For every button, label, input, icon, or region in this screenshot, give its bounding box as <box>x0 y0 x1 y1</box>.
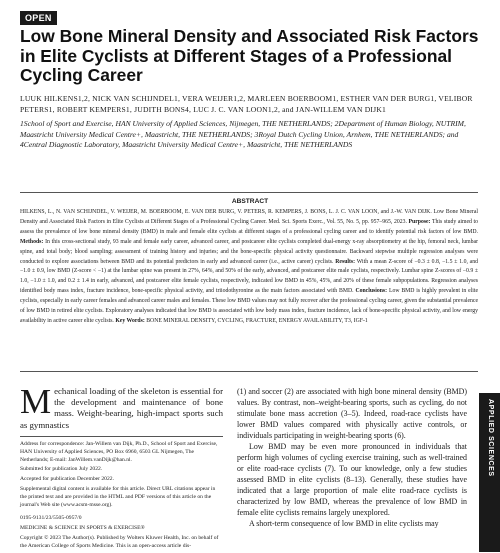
correspondence-note: Address for correspondence: Jan-Willem van Dijk, Ph.D., School of Sport and Exercise, HAN University of Applied Sciences, PO Box 6960, 6503 GL Nijmegen, The Netherlands; E-mail: JanWillem.vanDijk@han.nl. <box>20 441 218 463</box>
drop-cap: M <box>20 382 52 421</box>
results-label: Results: <box>335 258 356 265</box>
abstract-conclusions: Low BMD is highly prevalent in elite cyclists, especially in early career females and advanced career males and females. These low BMD values may not fully recover after the professional cycling career, given the substantial prevalence of low BMD in retired elite cyclists. Exploratory analyses indicated that low BMD is associated with low body mass index, fracture incidence, lack of bone-specific physical activity, and low energy availability in active career elite cyclists. <box>20 288 479 324</box>
author-list: LUUK HILKENS1,2, NICK VAN SCHIJNDEL1, VERA WEIJER1,2, MARLEEN BOERBOOM1, ESTHER VAN DER BURG1, VELIBOR PETERS1, ROBERT KEMPERS1, JUDITH BONS4, LUC J. C. VAN LOON1,2, and JAN-WILLEM VAN DIJK1 <box>20 94 473 114</box>
right-paragraph-1: (1) and soccer (2) are associated with high bone mineral density (BMD) values. By contrast, non–weight-bearing sports, such as cycling, do not stimulate bone mass accretion (3–5). Indeed, road-race cyclists have lower BMD values compared with physically active controls, or individuals participating in weight-bearing sports (6). <box>237 387 467 440</box>
conclusions-label: Conclusions: <box>355 288 388 295</box>
accepted-note: Accepted for publication December 2022. <box>20 476 114 483</box>
intro-text: echanical loading of the skeleton is essential for the development and maintenance of bone mass. Weight-bearing, high-impact sports such as gymnastics <box>20 386 223 430</box>
abstract-bottom-rule <box>20 371 478 372</box>
abstract-results: With a mean Z-score of −0.3 ± 0.8, −1.5 ± 1.0, and −1.0 ± 0.9, low BMD (Z-score < −1) at the lumbar spine was present in 27%, 64%, and 50% of the early, advanced, and postcareer elite male cyclists, respectively. Lumbar spine Z-scores of −0.9 ± 1.0, −1.0 ± 1.0, and 0.2 ± 1.4 in early, advanced, and postcareer elite female cyclists, respectively, indicated low BMD in 45%, 45%, and 20% of these female subpopulations. Regression analyses identified body mass index, fracture incidence, bone-specific physical activity, and triiodothyronine as the main factors associated with BMD. <box>20 258 478 295</box>
intro-column <box>20 382 223 431</box>
abstract-keywords: BONE MINERAL DENSITY, CYCLING, FRACTURE, ENERGY AVAILABILITY, T3, IGF-1 <box>146 317 368 324</box>
right-paragraph-2: Low BMD may be even more pronounced in individuals that perform high volumes of cycling exercise training, such as well-trained or elite road-race cyclists (7). To our knowledge, only a few studies assessed BMD in elite cyclists (8–13). Generally, these studies have indicated that a large proportion of male elite road-race cyclists is characterized by low BMD, whereas the prevalence of low BMD in female elite cyclists remains largely unexplored. <box>237 442 467 517</box>
intro-paragraph <box>20 382 223 431</box>
journal-note: MEDICINE & SCIENCE IN SPORTS & EXERCISE® <box>20 525 145 532</box>
purpose-label: Purpose: <box>408 218 431 225</box>
abstract-body <box>20 208 478 327</box>
section-side-tab <box>479 393 500 552</box>
open-access-badge: OPEN <box>20 11 57 25</box>
issn-note: 0195-9131/23/5505-0957/0 <box>20 515 82 522</box>
copyright-note: Copyright © 2023 The Author(s). Published by Wolters Kluwer Health, Inc. on behalf of the American College of Sports Medicine. This is an open-access article dis- <box>20 534 219 549</box>
submitted-note: Submitted for publication July 2022. <box>20 466 103 473</box>
abstract-heading: ABSTRACT <box>231 198 269 205</box>
affiliations: 1School of Sport and Exercise, HAN University of Applied Sciences, Nijmegen, THE NETHERLANDS; 2Department of Human Biology, NUTRIM, Maastricht University Medical Centre+, Maastricht, THE NETHERLANDS; 3Royal Dutch Cycling Union, Arnhem, THE NETHERLANDS; and 4Central Diagnostic Laboratory, Maastricht University Medical Centre+, Maastricht, THE NETHERLANDS <box>20 119 466 149</box>
keywords-label: Key Words: <box>115 317 145 324</box>
abstract-purpose: This study aimed to assess the prevalence of low bone mineral density (BMD) in male and female elite cyclists at different stages of a professional cycling career and to identify potential risk factors of low BMD. <box>20 218 478 235</box>
right-paragraph-3: A short-term consequence of low BMD in elite cyclists may <box>249 519 439 528</box>
notes-rule <box>20 436 223 437</box>
right-column <box>237 386 467 529</box>
abstract-methods: In this cross-sectional study, 93 male and female early career, advanced career, and postcareer elite cyclists completed dual-energy x-ray absorptiometry at the hip, femoral neck, lumbar spine, and total body; blood sampling; assessment of training history and injuries; and the bone-specific physical activity questionnaire. Backward stepwise multiple regression analyses were conducted to explore associations between BMD and its potential predictors in early and advanced career (i.e., active career) cyclists. <box>20 238 479 265</box>
article-title: Low Bone Mineral Density and Associated Risk Factors in Elite Cyclists at Different Stages of a Professional Cycling Career <box>20 26 479 85</box>
supplemental-note: Supplemental digital content is available for this article. Direct URL citations appear in the printed text and are provided in the HTML and PDF versions of this article on the journal's Web site (www.acsm-msse.org). <box>20 485 216 508</box>
abstract-citation: HILKENS, L., N. VAN SCHIJNDEL, V. WEIJER, M. BOERBOOM, E. VAN DER BURG, V. PETERS, R. KEMPERS, J. BONS, L. J. C. VAN LOON, and J.-W. VAN DIJK. Low Bone Mineral Density and Associated Risk Factors in Elite Cyclists at Different Stages of a Professional Cycling Career. Med. Sci. Sports Exerc., Vol. 55, No. 5, pp. 957–965, 2023. <box>20 209 478 225</box>
abstract-top-rule <box>20 192 478 193</box>
methods-label: Methods: <box>20 238 44 245</box>
side-tab-label: APPLIED SCIENCES <box>487 399 494 477</box>
article-notes <box>20 441 223 553</box>
